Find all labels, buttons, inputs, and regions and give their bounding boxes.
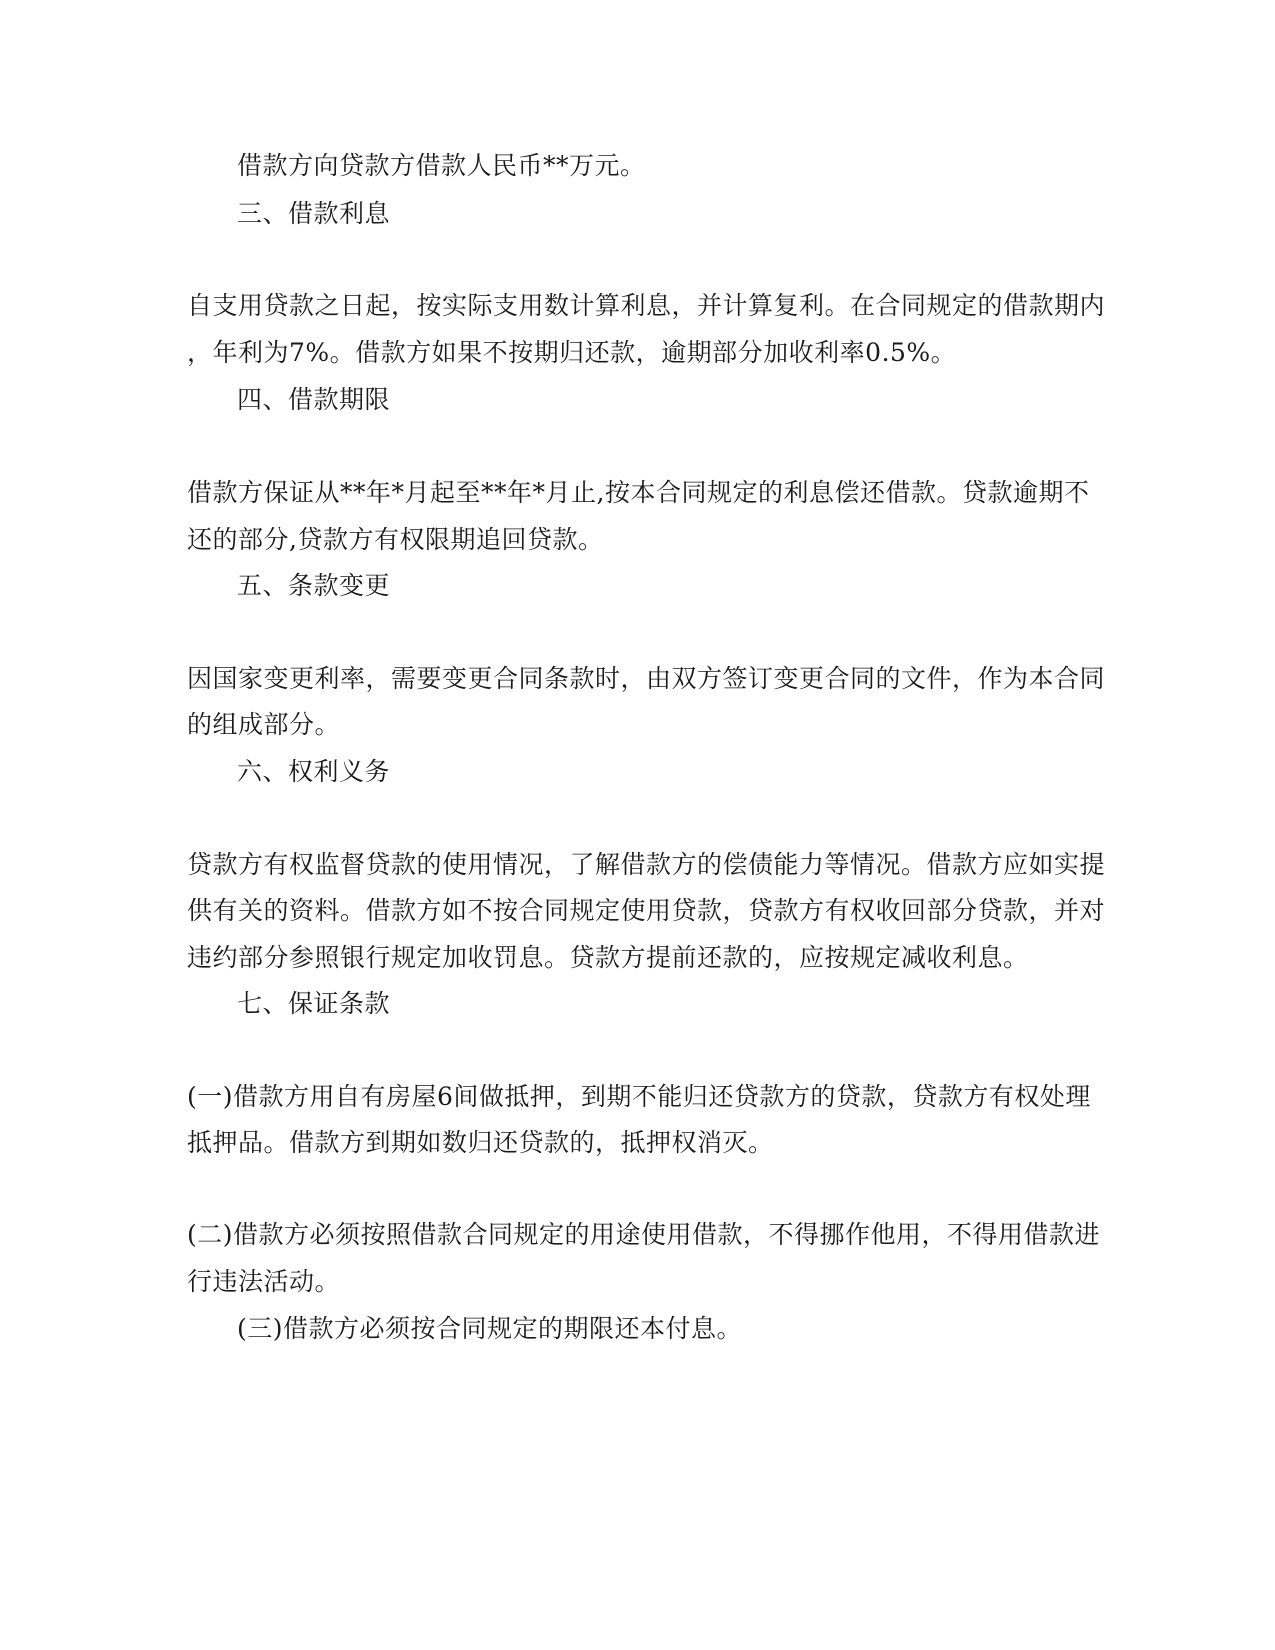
guarantee-item-1-line-1: (一)借款方用自有房屋6间做抵押，到期不能归还贷款方的贷款，贷款方有权处理 <box>187 1082 1091 1111</box>
rights-paragraph-line-3: 违约部分参照银行规定加收罚息。贷款方提前还款的，应按规定减收利息。 <box>187 943 1029 972</box>
rights-paragraph-line-2: 供有关的资料。借款方如不按合同规定使用贷款，贷款方有权收回部分贷款，并对 <box>187 896 1106 925</box>
guarantee-item-1-line-2: 抵押品。借款方到期如数归还贷款的，抵押权消灭。 <box>187 1128 774 1157</box>
term-paragraph-line-2: 还的部分,贷款方有权限期追回贷款。 <box>187 525 604 554</box>
interest-paragraph-line-2: ，年利为7%。借款方如果不按期归还款，逾期部分加收利率0.5%。 <box>187 338 957 367</box>
section-heading-guarantee: 七、保证条款 <box>237 989 391 1018</box>
loan-amount-clause: 借款方向贷款方借款人民币**万元。 <box>237 151 646 180</box>
guarantee-item-2-line-2: 行违法活动。 <box>187 1267 341 1296</box>
amendment-paragraph-line-2: 的组成部分。 <box>187 710 341 739</box>
section-heading-interest: 三、借款利息 <box>237 199 391 228</box>
section-heading-amendment: 五、条款变更 <box>237 571 391 600</box>
term-paragraph-line-1: 借款方保证从**年*月起至**年*月止,按本合同规定的利息偿还借款。贷款逾期不 <box>187 478 1090 507</box>
section-heading-term: 四、借款期限 <box>237 385 391 414</box>
interest-paragraph-line-1: 自支用贷款之日起，按实际支用数计算利息，并计算复利。在合同规定的借款期内 <box>187 291 1106 320</box>
section-heading-rights: 六、权利义务 <box>237 757 391 786</box>
rights-paragraph-line-1: 贷款方有权监督贷款的使用情况，了解借款方的偿债能力等情况。借款方应如实提 <box>187 850 1106 879</box>
guarantee-item-2-line-1: (二)借款方必须按照借款合同规定的用途使用借款，不得挪作他用，不得用借款进 <box>187 1220 1101 1249</box>
amendment-paragraph-line-1: 因国家变更利率，需要变更合同条款时，由双方签订变更合同的文件，作为本合同 <box>187 664 1106 693</box>
guarantee-item-3: (三)借款方必须按合同规定的期限还本付息。 <box>237 1314 743 1343</box>
